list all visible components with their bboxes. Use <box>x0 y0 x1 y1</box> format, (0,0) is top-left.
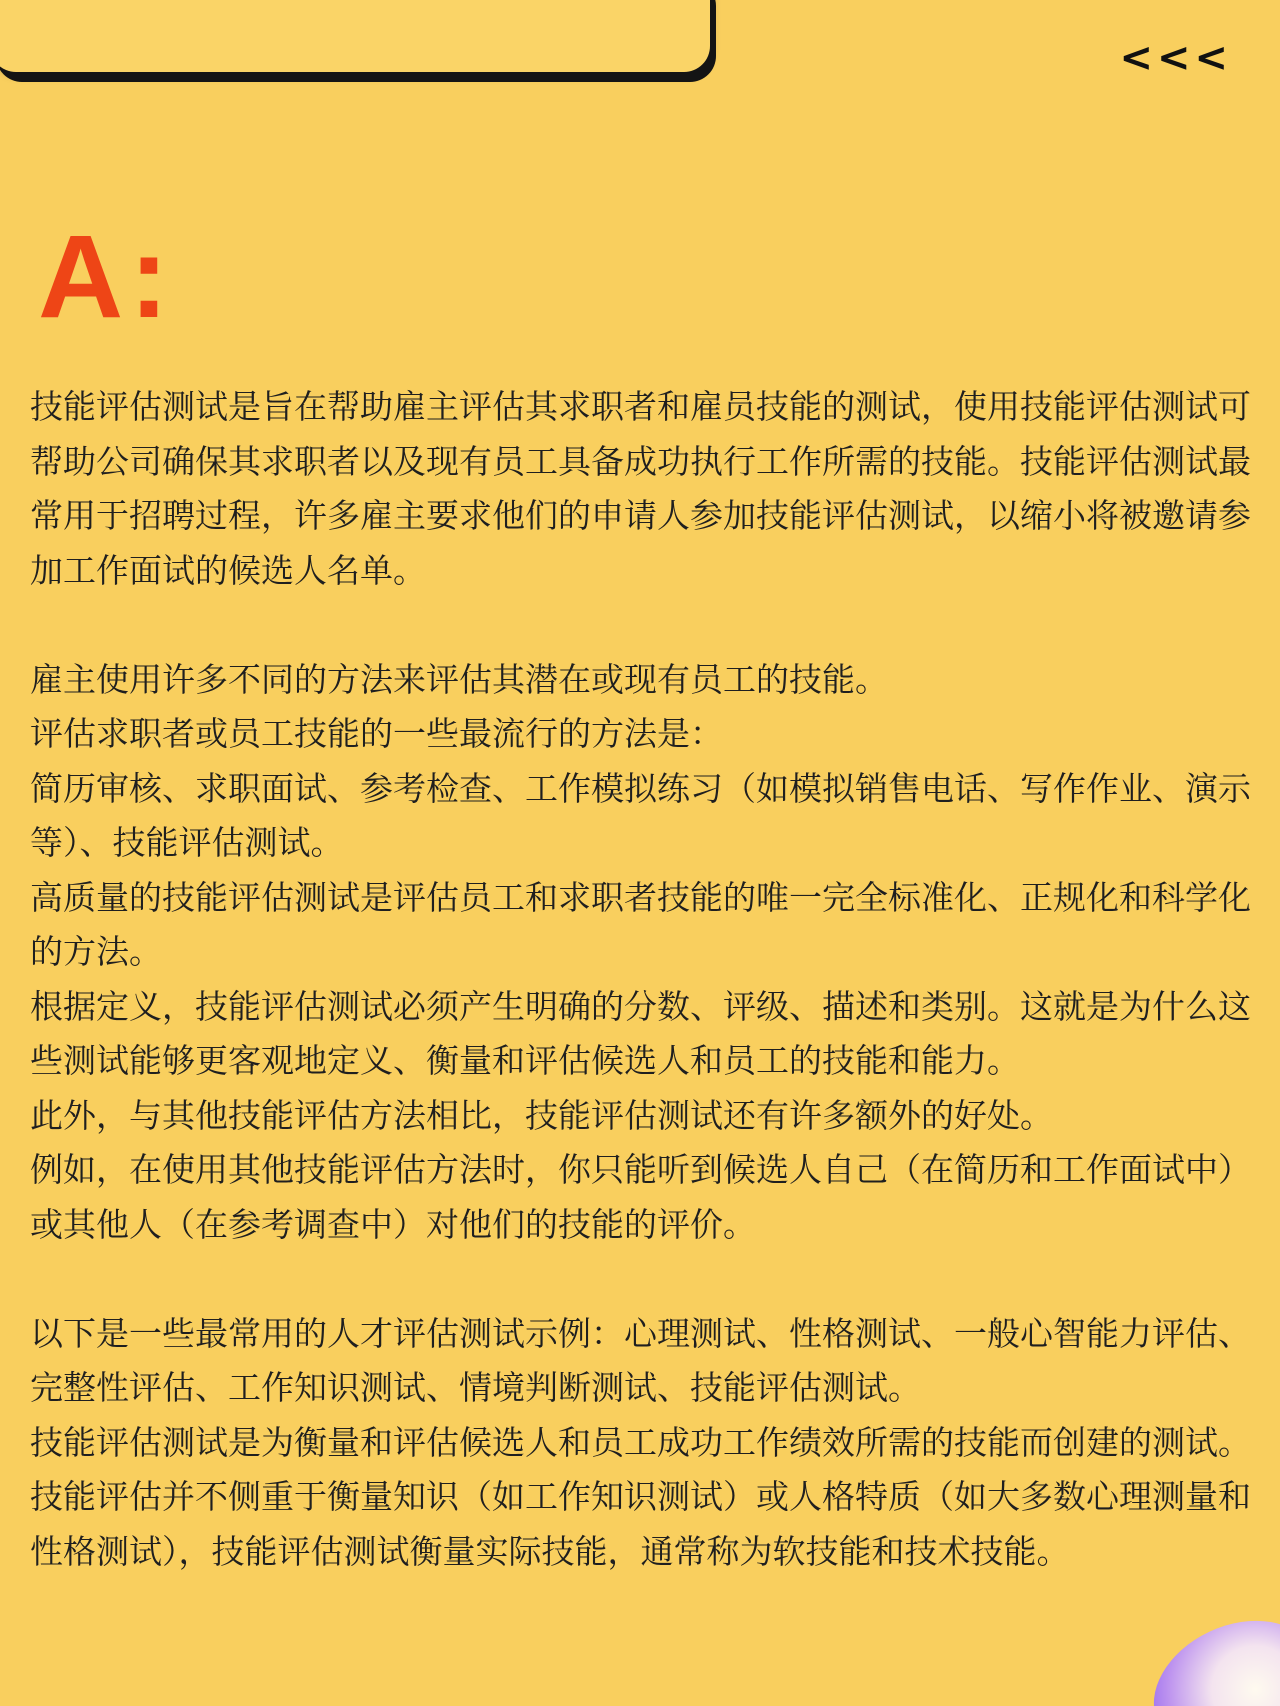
paragraph-definition: 根据定义，技能评估测试必须产生明确的分数、评级、描述和类别。这就是为什么这些测试能够更客观地定义、衡量和评估候选人和员工的技能和能力。 <box>30 986 1251 1080</box>
corner-sticker-decoration <box>1133 1596 1280 1706</box>
back-chevron-icon[interactable]: <<< <box>1119 35 1232 81</box>
paragraph-quality: 高质量的技能评估测试是评估员工和求职者技能的唯一完全标准化、正规化和科学化的方法。 <box>30 877 1251 971</box>
article-body <box>30 380 1258 1579</box>
paragraph-common-tests: 以下是一些最常用的人才评估测试示例：心理测试、性格测试、一般心智能力评估、完整性评估、工作知识测试、情境判断测试、技能评估测试。 <box>30 1313 1251 1407</box>
top-banner-card <box>0 0 710 72</box>
paragraph-method-list: 简历审核、求职面试、参考检查、工作模拟练习（如模拟销售电话、写作作业、演示等）、技能评估测试。 <box>30 768 1251 862</box>
paragraph-example: 例如，在使用其他技能评估方法时，你只能听到候选人自己（在简历和工作面试中）或其他人（在参考调查中）对他们的技能的评价。 <box>30 1150 1251 1244</box>
paragraph-skill-tests: 技能评估测试是为衡量和评估候选人和员工成功工作绩效所需的技能而创建的测试。技能评估并不侧重于衡量知识（如工作知识测试）或人格特质（如大多数心理测量和性格测试），技能评估测试衡量实际技能，通常称为软技能和技术技能。 <box>30 1422 1251 1571</box>
paragraph-popular-methods: 评估求职者或员工技能的一些最流行的方法是： <box>30 714 723 753</box>
paragraph-spacer <box>30 1252 1258 1307</box>
paragraph-intro: 技能评估测试是旨在帮助雇主评估其求职者和雇员技能的测试，使用技能评估测试可帮助公司确保其求职者以及现有员工具备成功执行工作所需的技能。技能评估测试最常用于招聘过程，许多雇主要求他们的申请人参加技能评估测试，以缩小将被邀请参加工作面试的候选人名单。 <box>30 387 1251 590</box>
answer-label: A: <box>38 211 175 343</box>
paragraph-spacer <box>30 598 1258 653</box>
paragraph-benefits: 此外，与其他技能评估方法相比，技能评估测试还有许多额外的好处。 <box>30 1095 1053 1135</box>
paragraph-methods-intro: 雇主使用许多不同的方法来评估其潜在或现有员工的技能。 <box>30 659 888 699</box>
